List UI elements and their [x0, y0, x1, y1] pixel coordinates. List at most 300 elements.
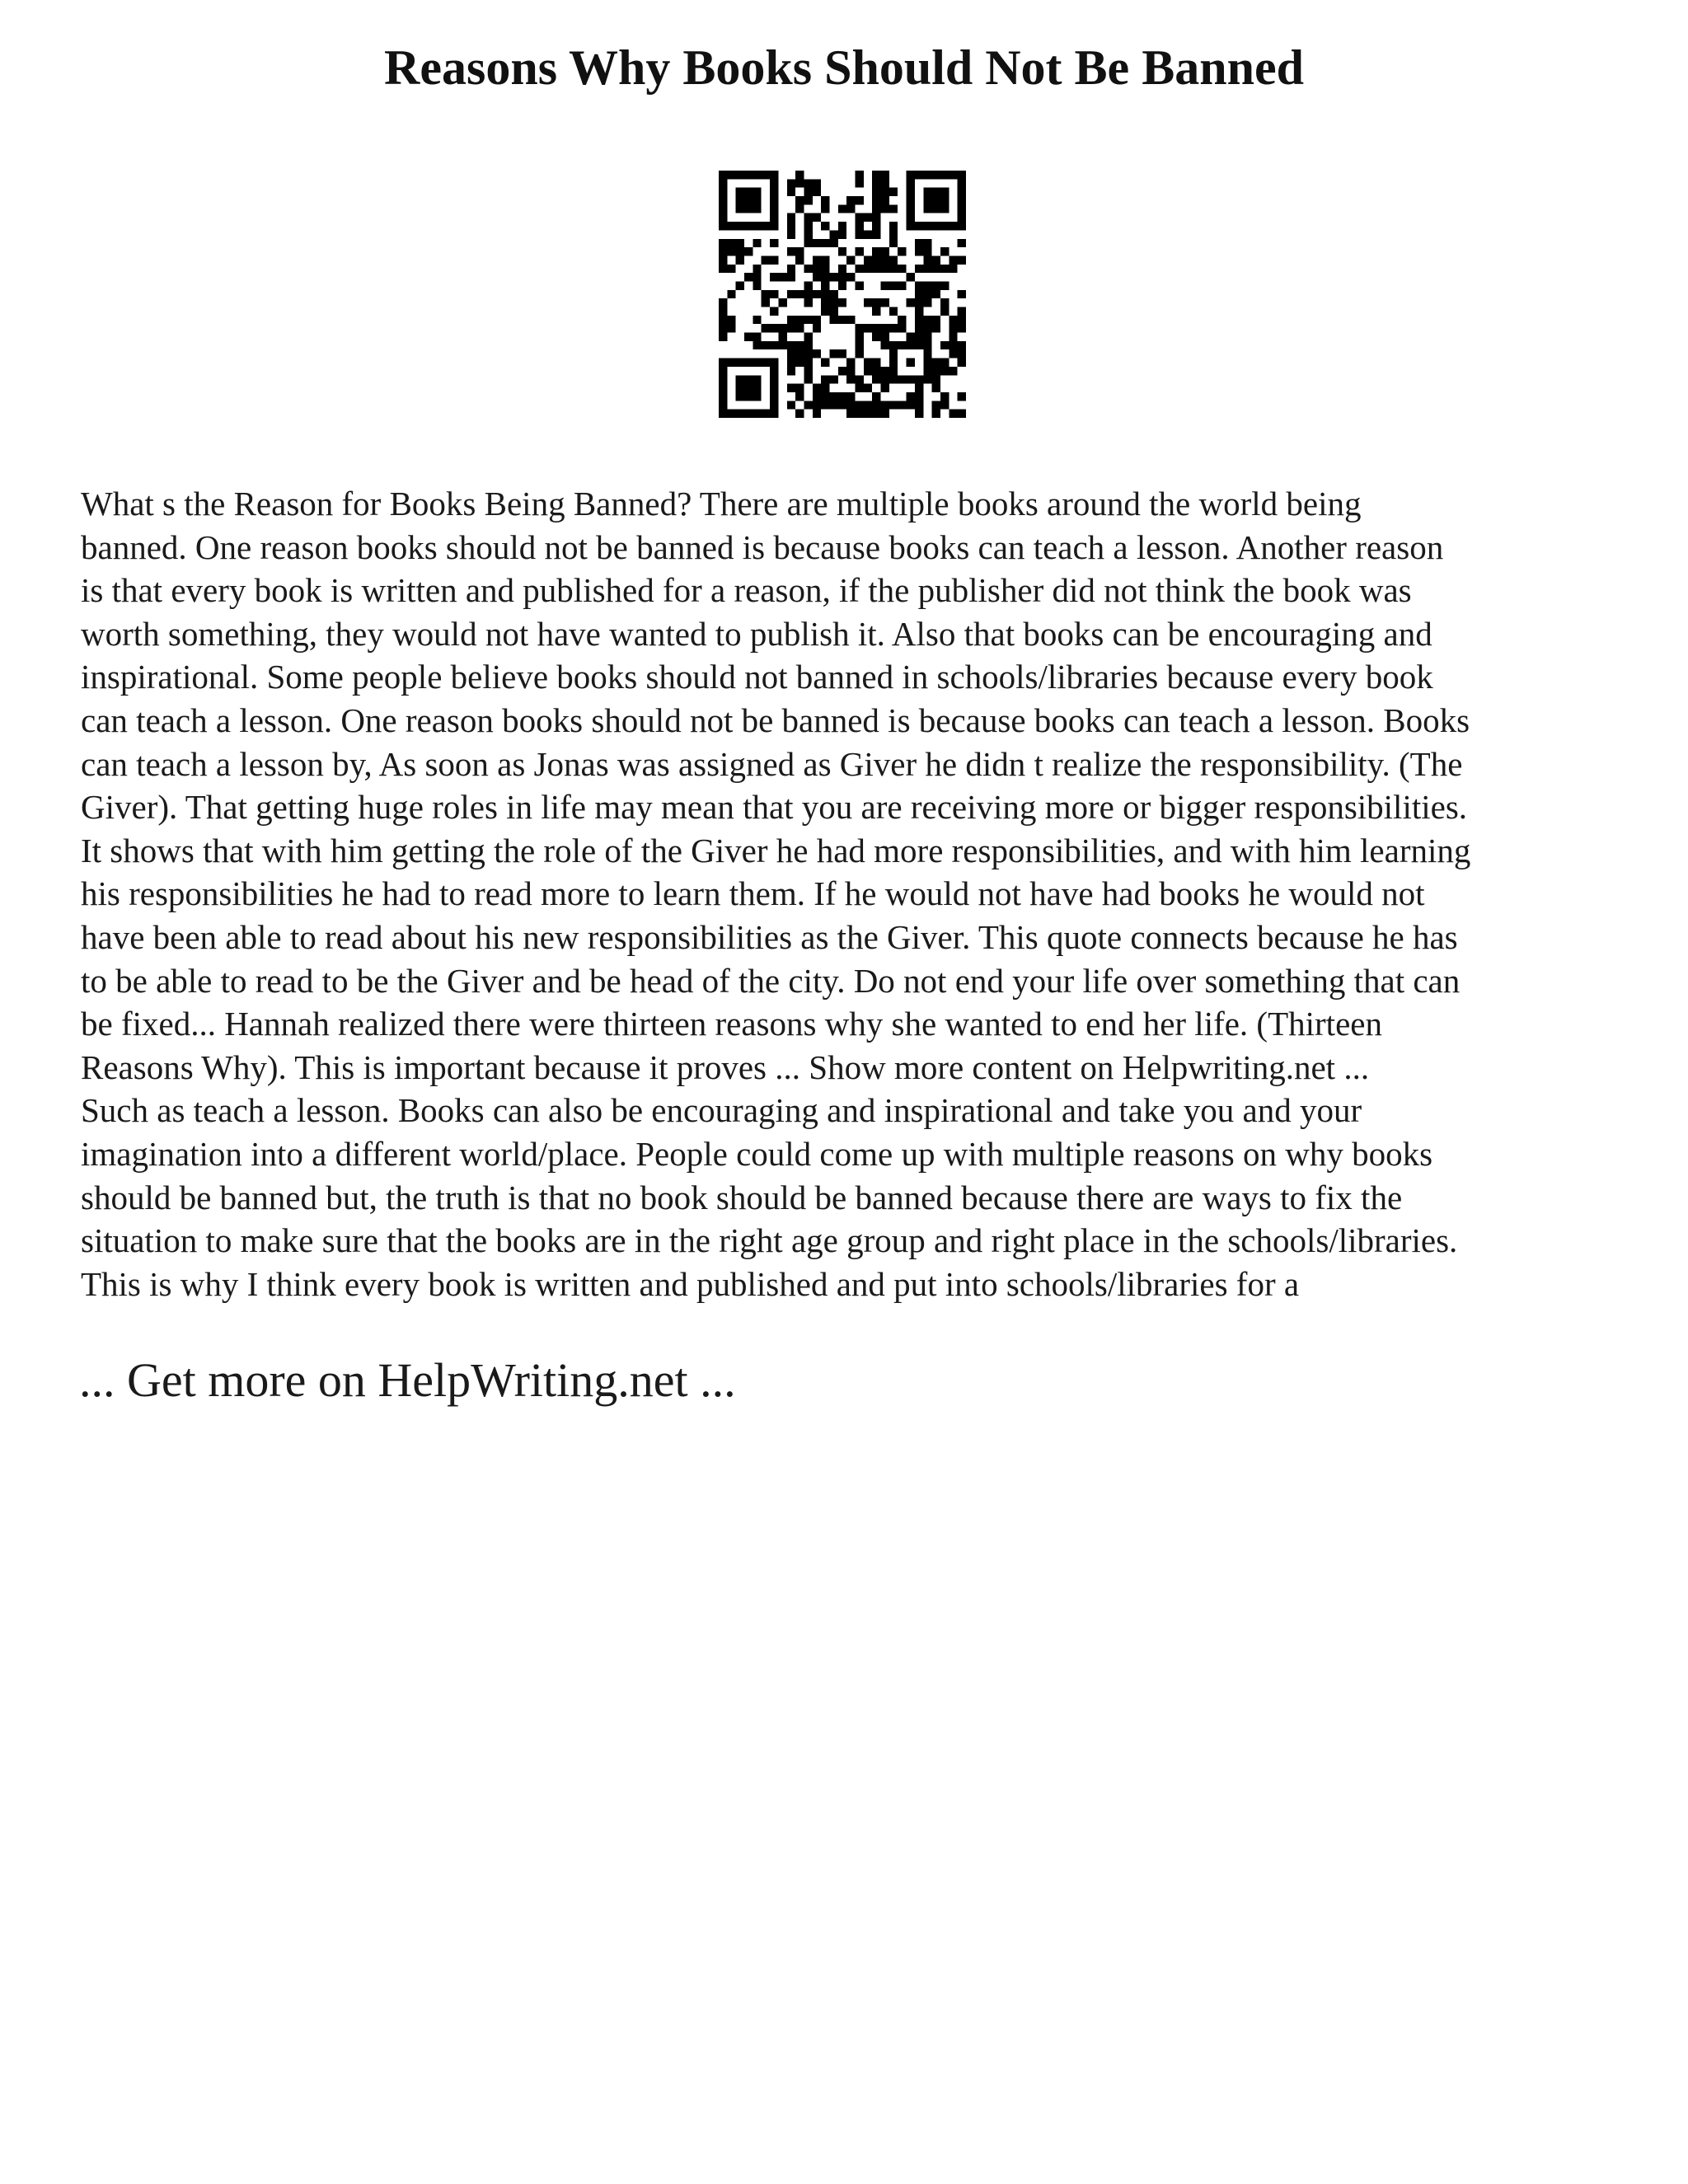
qr-module: [923, 247, 931, 255]
qr-module: [829, 316, 837, 324]
qr-module: [795, 359, 804, 367]
qr-module: [881, 384, 889, 392]
qr-module: [727, 239, 735, 247]
qr-module: [727, 359, 735, 367]
qr-module: [856, 196, 864, 204]
qr-module: [949, 410, 957, 418]
qr-module: [719, 171, 727, 179]
qr-module: [932, 401, 940, 409]
qr-module: [958, 213, 966, 222]
qr-module: [744, 410, 753, 418]
qr-module: [907, 375, 915, 383]
qr-module: [856, 171, 864, 179]
qr-module: [813, 188, 821, 196]
qr-module: [821, 384, 829, 392]
qr-module: [813, 384, 821, 392]
qr-module: [838, 401, 846, 409]
qr-module: [907, 171, 915, 179]
body-line: to be able to read to be the Giver and be head of the city. Do not end your life over something that can: [81, 961, 1461, 1000]
qr-module: [770, 392, 778, 401]
qr-module: [795, 341, 804, 349]
qr-module: [719, 333, 727, 341]
qr-module: [736, 247, 744, 255]
qr-module: [856, 222, 864, 230]
qr-module: [949, 324, 957, 332]
qr-module: [949, 222, 957, 230]
qr-module: [787, 401, 795, 409]
qr-module: [898, 375, 906, 383]
qr-module: [949, 316, 957, 324]
qr-module: [872, 179, 880, 187]
qr-module: [932, 359, 940, 367]
qr-module: [915, 392, 923, 401]
qr-module: [778, 273, 786, 281]
qr-module: [762, 298, 770, 307]
qr-module: [932, 384, 940, 392]
qr-module: [719, 307, 727, 316]
qr-module: [872, 298, 880, 307]
body-line: inspirational. Some people believe books should not banned in schools/libraries because every book: [81, 658, 1433, 696]
qr-module: [856, 247, 864, 255]
qr-module: [804, 316, 812, 324]
qr-module: [923, 359, 931, 367]
qr-module: [872, 410, 880, 418]
qr-module: [736, 255, 744, 264]
qr-module: [881, 281, 889, 289]
qr-module: [940, 341, 949, 349]
qr-module: [770, 179, 778, 187]
qr-module: [898, 281, 906, 289]
qr-module: [795, 392, 804, 401]
qr-module: [889, 341, 898, 349]
qr-module: [846, 375, 855, 383]
qr-module: [898, 265, 906, 273]
qr-module: [744, 247, 753, 255]
qr-module: [770, 290, 778, 298]
qr-module: [804, 375, 812, 383]
qr-module: [795, 316, 804, 324]
qr-module: [846, 196, 855, 204]
qr-module: [881, 204, 889, 213]
qr-module: [753, 273, 761, 281]
qr-module: [915, 247, 923, 255]
qr-module: [762, 171, 770, 179]
qr-module: [727, 171, 735, 179]
qr-module: [889, 307, 898, 316]
qr-module: [846, 359, 855, 367]
qr-module: [915, 290, 923, 298]
qr-module: [923, 196, 931, 204]
qr-module: [958, 196, 966, 204]
qr-module: [744, 204, 753, 213]
body-line: is that every book is written and published for a reason, if the publisher did not think the book was: [81, 571, 1412, 610]
qr-module: [881, 401, 889, 409]
qr-module: [770, 188, 778, 196]
qr-module: [744, 359, 753, 367]
qr-module: [736, 375, 744, 383]
qr-module: [872, 375, 880, 383]
qr-module: [889, 359, 898, 367]
qr-module: [787, 316, 795, 324]
qr-module: [872, 213, 880, 222]
qr-module: [856, 281, 864, 289]
qr-module: [804, 401, 812, 409]
qr-module: [958, 316, 966, 324]
qr-module: [864, 410, 872, 418]
body-line: worth something, they would not have wanted to publish it. Also that books can be encouraging and: [81, 614, 1432, 653]
qr-module: [787, 213, 795, 222]
qr-module: [856, 179, 864, 187]
qr-module: [838, 222, 846, 230]
qr-module: [923, 188, 931, 196]
body-line: What s the Reason for Books Being Banned? There are multiple books around the world being: [81, 485, 1362, 523]
qr-module: [940, 171, 949, 179]
qr-module: [719, 239, 727, 247]
qr-module: [813, 349, 821, 358]
qr-module: [787, 247, 795, 255]
qr-module: [856, 333, 864, 341]
qr-module: [958, 204, 966, 213]
qr-module: [838, 273, 846, 281]
qr-module: [736, 410, 744, 418]
qr-module: [813, 179, 821, 187]
qr-module: [958, 179, 966, 187]
qr-module: [762, 341, 770, 349]
qr-module: [915, 265, 923, 273]
qr-module: [949, 341, 957, 349]
qr-module: [753, 341, 761, 349]
qr-module: [770, 273, 778, 281]
qr-module: [821, 196, 829, 204]
body-line: banned. One reason books should not be banned is because books can teach a lesson. Another reason: [81, 527, 1444, 566]
qr-module: [813, 213, 821, 222]
qr-module: [770, 213, 778, 222]
qr-module: [915, 307, 923, 316]
qr-module: [923, 265, 931, 273]
qr-module: [915, 324, 923, 332]
qr-module: [958, 324, 966, 332]
qr-module: [804, 290, 812, 298]
qr-module: [804, 222, 812, 230]
qr-module: [932, 196, 940, 204]
qr-module: [813, 324, 821, 332]
qr-module: [940, 367, 949, 375]
qr-module: [915, 410, 923, 418]
qr-module: [856, 213, 864, 222]
qr-code-graphic: [719, 171, 966, 418]
qr-module: [736, 239, 744, 247]
qr-module: [762, 222, 770, 230]
qr-module: [787, 359, 795, 367]
qr-module: [795, 179, 804, 187]
qr-module: [813, 410, 821, 418]
qr-module: [727, 324, 735, 332]
article-body: [81, 482, 1630, 1305]
qr-module: [949, 333, 957, 341]
qr-module: [744, 392, 753, 401]
qr-module: [753, 333, 761, 341]
body-line: be fixed... Hannah realized there were thirteen reasons why she wanted to end her life. (Thirteen: [81, 1005, 1382, 1043]
qr-module: [940, 188, 949, 196]
qr-module: [915, 375, 923, 383]
qr-module: [770, 341, 778, 349]
qr-module: [940, 222, 949, 230]
qr-module: [838, 281, 846, 289]
qr-module: [770, 171, 778, 179]
qr-module: [915, 171, 923, 179]
qr-module: [932, 410, 940, 418]
qr-module: [736, 359, 744, 367]
qr-module: [958, 359, 966, 367]
qr-module: [813, 290, 821, 298]
body-line: Reasons Why). This is important because it proves ... Show more content on Helpwriting.net ...: [81, 1047, 1370, 1086]
qr-module: [889, 222, 898, 230]
qr-module: [719, 204, 727, 213]
qr-module: [821, 307, 829, 316]
qr-module: [872, 401, 880, 409]
qr-module: [744, 375, 753, 383]
body-line: Giver). That getting huge roles in life may mean that you are receiving more or bigger responsibilities.: [81, 788, 1468, 827]
qr-module: [804, 367, 812, 375]
qr-module: [932, 375, 940, 383]
qr-module: [932, 316, 940, 324]
body-line: imagination into a different world/place. People could come up with multiple reasons on why books: [81, 1134, 1433, 1173]
qr-module: [744, 273, 753, 281]
qr-module: [787, 290, 795, 298]
qr-module: [923, 222, 931, 230]
qr-module: [829, 375, 837, 383]
qr-module: [787, 324, 795, 332]
qr-module: [829, 349, 837, 358]
qr-module: [753, 359, 761, 367]
qr-module: [940, 401, 949, 409]
qr-module: [915, 401, 923, 409]
qr-module: [889, 188, 898, 196]
qr-module: [838, 392, 846, 401]
qr-module: [864, 324, 872, 332]
qr-module: [940, 281, 949, 289]
qr-module: [898, 247, 906, 255]
qr-module: [753, 188, 761, 196]
qr-module: [736, 171, 744, 179]
qr-module: [864, 401, 872, 409]
qr-module: [881, 375, 889, 383]
qr-module: [736, 222, 744, 230]
qr-module: [778, 324, 786, 332]
qr-module: [762, 324, 770, 332]
qr-module: [821, 239, 829, 247]
qr-module: [744, 188, 753, 196]
qr-module: [838, 247, 846, 255]
qr-module: [778, 341, 786, 349]
qr-module: [821, 265, 829, 273]
qr-module: [872, 196, 880, 204]
qr-module: [881, 247, 889, 255]
qr-module: [889, 324, 898, 332]
qr-module: [770, 367, 778, 375]
qr-module: [753, 392, 761, 401]
qr-module: [907, 188, 915, 196]
qr-module: [821, 204, 829, 213]
qr-module: [907, 213, 915, 222]
qr-module: [958, 341, 966, 349]
qr-module: [923, 204, 931, 213]
qr-module: [719, 247, 727, 255]
qr-module: [753, 281, 761, 289]
body-line: should be banned but, the truth is that no book should be banned because there are ways to fix the: [81, 1178, 1403, 1216]
qr-module: [932, 171, 940, 179]
qr-module: [872, 265, 880, 273]
qr-module: [846, 401, 855, 409]
qr-module: [923, 375, 931, 383]
qr-module: [770, 239, 778, 247]
qr-module: [881, 367, 889, 375]
qr-module: [907, 401, 915, 409]
qr-module: [923, 290, 931, 298]
qr-module: [915, 316, 923, 324]
qr-module: [932, 324, 940, 332]
qr-module: [907, 273, 915, 281]
body-line: have been able to read about his new responsibilities as the Giver. This quote connects because he has: [81, 917, 1458, 956]
qr-module: [923, 298, 931, 307]
qr-module: [829, 401, 837, 409]
qr-module: [949, 367, 957, 375]
qr-module: [753, 375, 761, 383]
qr-module: [872, 222, 880, 230]
qr-module: [719, 384, 727, 392]
qr-module: [829, 239, 837, 247]
qr-module: [940, 359, 949, 367]
qr-module: [898, 324, 906, 332]
qr-module: [719, 255, 727, 264]
qr-module: [813, 255, 821, 264]
qr-module: [719, 196, 727, 204]
qr-module: [907, 179, 915, 187]
qr-module: [770, 384, 778, 392]
qr-module: [770, 410, 778, 418]
qr-module: [787, 367, 795, 375]
body-line: situation to make sure that the books are in the right age group and right place in the schools/libraries.: [81, 1221, 1458, 1260]
qr-module: [804, 230, 812, 238]
qr-module: [795, 171, 804, 179]
qr-module: [864, 265, 872, 273]
qr-module: [829, 298, 837, 307]
qr-module: [804, 265, 812, 273]
qr-module: [958, 290, 966, 298]
qr-module: [804, 213, 812, 222]
qr-module: [872, 324, 880, 332]
qr-module: [821, 222, 829, 230]
qr-module: [889, 401, 898, 409]
qr-module: [872, 392, 880, 401]
qr-module: [719, 367, 727, 375]
qr-module: [838, 367, 846, 375]
qr-module: [778, 333, 786, 341]
qr-module: [770, 255, 778, 264]
qr-module: [856, 341, 864, 349]
qr-module: [727, 265, 735, 273]
qr-module: [881, 410, 889, 418]
qr-module: [864, 367, 872, 375]
qr-module: [804, 239, 812, 247]
qr-module: [719, 188, 727, 196]
qr-module: [838, 349, 846, 358]
qr-module: [829, 290, 837, 298]
qr-module: [915, 281, 923, 289]
qr-module: [795, 410, 804, 418]
qr-module: [770, 375, 778, 383]
qr-module: [770, 359, 778, 367]
qr-module: [787, 230, 795, 238]
qr-module: [881, 324, 889, 332]
qr-module: [821, 255, 829, 264]
qr-module: [923, 255, 931, 264]
qr-module: [787, 273, 795, 281]
qr-module: [923, 281, 931, 289]
qr-module: [958, 255, 966, 264]
qr-module: [719, 213, 727, 222]
qr-module: [813, 273, 821, 281]
qr-module: [846, 255, 855, 264]
qr-module: [753, 204, 761, 213]
qr-module: [915, 298, 923, 307]
qr-module: [829, 392, 837, 401]
qr-module: [719, 359, 727, 367]
qr-module: [813, 316, 821, 324]
qr-module: [940, 298, 949, 307]
qr-module: [736, 188, 744, 196]
qr-module: [872, 188, 880, 196]
qr-module: [889, 349, 898, 358]
qr-module: [915, 222, 923, 230]
qr-module: [838, 230, 846, 238]
qr-module: [889, 281, 898, 289]
qr-code-icon: [719, 171, 966, 418]
qr-module: [872, 367, 880, 375]
qr-module: [864, 384, 872, 392]
qr-module: [804, 333, 812, 341]
qr-module: [753, 410, 761, 418]
qr-module: [846, 316, 855, 324]
qr-module: [821, 401, 829, 409]
qr-module: [889, 265, 898, 273]
get-more-link[interactable]: ... Get more on HelpWriting.net ...: [79, 1353, 736, 1407]
qr-module: [940, 204, 949, 213]
qr-module: [864, 230, 872, 238]
qr-module: [932, 281, 940, 289]
qr-module: [821, 281, 829, 289]
qr-module: [889, 375, 898, 383]
qr-module: [770, 196, 778, 204]
qr-module: [856, 324, 864, 332]
qr-module: [795, 247, 804, 255]
qr-module: [915, 239, 923, 247]
qr-module: [753, 171, 761, 179]
qr-module: [787, 265, 795, 273]
qr-module: [864, 255, 872, 264]
qr-module: [856, 375, 864, 383]
qr-module: [778, 298, 786, 307]
qr-module: [872, 255, 880, 264]
qr-module: [795, 324, 804, 332]
qr-module: [881, 265, 889, 273]
qr-module: [923, 333, 931, 341]
qr-module: [838, 265, 846, 273]
qr-module: [813, 239, 821, 247]
body-line: It shows that with him getting the role of the Giver he had more responsibilities, and with him learning: [81, 831, 1471, 869]
qr-module: [753, 196, 761, 204]
qr-module: [736, 384, 744, 392]
